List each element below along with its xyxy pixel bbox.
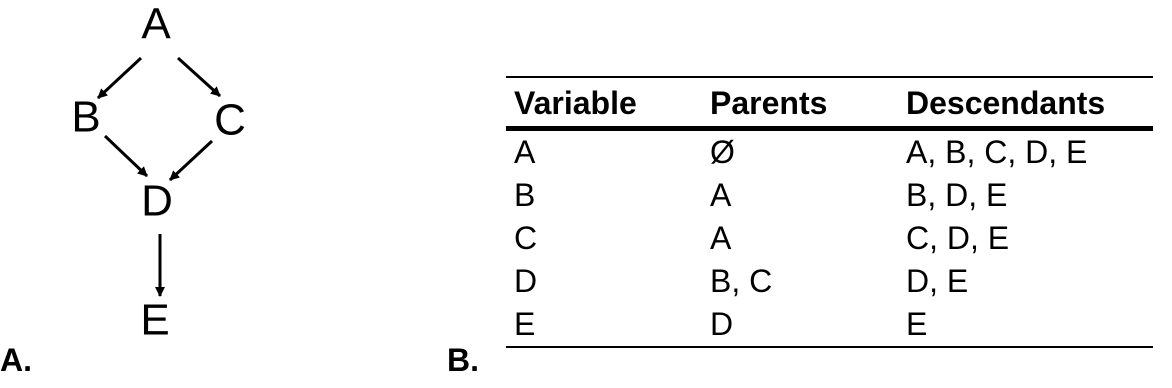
table-header-row [506, 77, 1153, 129]
descendants-cell: D, E [906, 263, 969, 299]
parents-cell: Ø [710, 134, 735, 170]
panel-a-label: A. [0, 342, 32, 378]
panel-b-label: B. [447, 342, 479, 378]
descendants-cell: A, B, C, D, E [906, 134, 1088, 170]
header-variable: Variable [506, 77, 702, 129]
node-a: A [141, 0, 171, 49]
table-row [506, 129, 1153, 175]
node-e: E [140, 295, 170, 345]
table-row [506, 217, 1153, 260]
variable-cell: D [514, 263, 538, 299]
node-c: C [214, 95, 246, 145]
descendants-cell: B, D, E [906, 177, 1008, 213]
table-row [506, 303, 1153, 347]
parents-cell: D [702, 303, 898, 347]
edge-b-d-arrow [105, 136, 147, 176]
variable-cell: E [506, 303, 702, 347]
descendants-cell: C, D, E [906, 220, 1010, 256]
header-parents: Parents [702, 77, 898, 129]
dag-diagram [0, 0, 400, 388]
header-descendants: Descendants [898, 77, 1153, 129]
parents-cell: A [710, 177, 732, 213]
node-d: D [141, 176, 173, 226]
parents-cell: A [710, 220, 732, 256]
node-b: B [71, 92, 101, 142]
edge-a-b-arrow [98, 58, 141, 98]
variables-table [506, 76, 1153, 348]
table-row [506, 174, 1153, 217]
variable-cell: B [514, 177, 536, 213]
descendants-cell: E [898, 303, 1153, 347]
parents-cell: B, C [710, 263, 773, 299]
variable-cell: A [514, 134, 536, 170]
edge-a-c-arrow [178, 58, 220, 96]
table-row [506, 260, 1153, 303]
variable-cell: C [514, 220, 538, 256]
edge-c-d-arrow [170, 141, 212, 180]
